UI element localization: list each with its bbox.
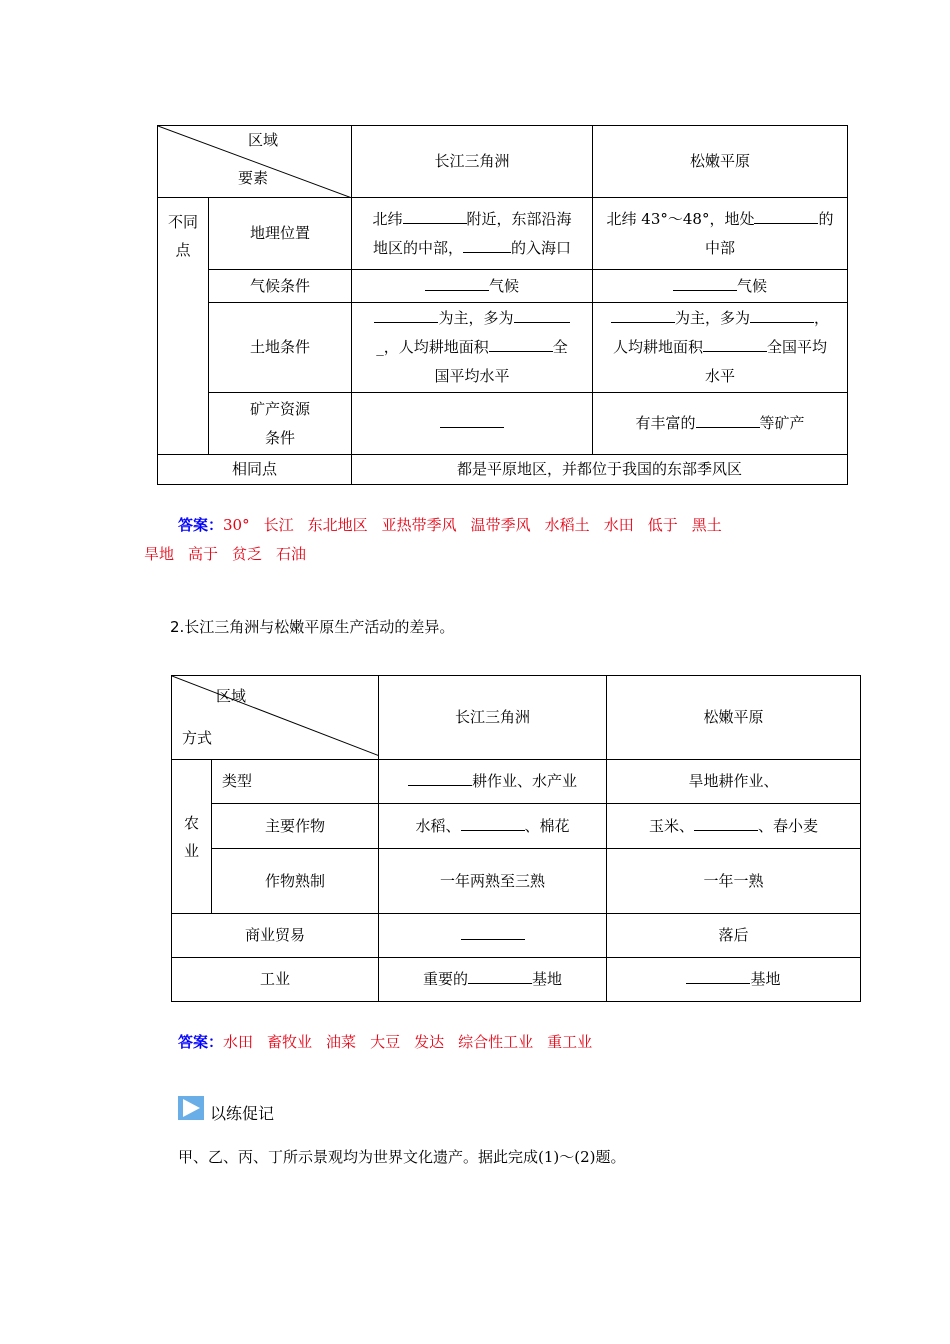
row-label-land: 土地条件: [209, 303, 352, 393]
cell-same-text: 都是平原地区，并都位于我国的东部季风区: [352, 455, 848, 485]
cell-yangtze-cropping: 一年两熟至三熟: [379, 849, 607, 914]
cell-songnen-mineral: 有丰富的 等矿产: [593, 393, 848, 455]
cell-songnen-location: 北纬 43°～48°，地处 的 中部: [593, 198, 848, 270]
header-region-label-2: 区域: [216, 687, 247, 705]
practice-title: 以练促记: [210, 1104, 275, 1123]
diagonal-header-cell-2: [172, 676, 379, 760]
header-region-label: 区域: [248, 131, 279, 149]
answer-1-line-2: 旱地 高于 贫乏 石油: [144, 545, 307, 563]
row-label-crops: 主要作物: [212, 804, 379, 849]
row-label-climate: 气候条件: [209, 270, 352, 303]
col-header-yangtze-2: 长江三角洲: [379, 676, 607, 760]
question-text: 甲、乙、丙、丁所示景观均为世界文化遗产。据此完成(1)～(2)题。: [178, 1148, 626, 1166]
cell-yangtze-location: 北纬 附近，东部沿海 地区的中部， 的入海口: [352, 198, 593, 270]
row-label-type: 类型: [212, 760, 379, 804]
cell-yangtze-industry: 重要的 基地: [379, 958, 607, 1002]
cell-yangtze-type: 耕作业、水产业: [379, 760, 607, 804]
cell-songnen-cropping: 一年一熟: [607, 849, 861, 914]
group-label-different: 不同点: [158, 198, 209, 455]
row-label-commerce: 商业贸易: [172, 914, 379, 958]
diagonal-header-cell: [158, 126, 352, 198]
cell-yangtze-climate: 气候: [352, 270, 593, 303]
header-method-label: 方式: [182, 729, 213, 747]
answer-2-line: 答案：水田 畜牧业 油菜 大豆 发达 综合性工业 重工业: [178, 1033, 593, 1051]
play-triangle-icon: [178, 1096, 204, 1120]
row-label-industry: 工业: [172, 958, 379, 1002]
group-label-agriculture: 农业: [172, 760, 212, 914]
row-label-location: 地理位置: [209, 198, 352, 270]
col-header-songnen: 松嫩平原: [593, 126, 848, 198]
cell-songnen-land: 为主，多为 ， 人均耕地面积 全国平均 水平: [593, 303, 848, 393]
cell-yangtze-commerce: [379, 914, 607, 958]
section-2-title: 2.长江三角洲与松嫩平原生产活动的差异。: [170, 618, 455, 636]
answer-1-line-1: 答案：30° 长江 东北地区 亚热带季风 温带季风 水稻土 水田 低于 黑土: [178, 516, 722, 534]
cell-songnen-type: 旱地耕作业、: [607, 760, 861, 804]
cell-songnen-industry: 基地: [607, 958, 861, 1002]
answer-label-2: 答案：: [178, 1033, 224, 1051]
row-label-cropping: 作物熟制: [212, 849, 379, 914]
cell-songnen-commerce: 落后: [607, 914, 861, 958]
col-header-yangtze: 长江三角洲: [352, 126, 593, 198]
row-label-mineral: 矿产资源 条件: [209, 393, 352, 455]
row-label-same: 相同点: [158, 455, 352, 485]
cell-songnen-crops: 玉米、 、春小麦: [607, 804, 861, 849]
cell-yangtze-crops: 水稻、 、棉花: [379, 804, 607, 849]
answer-label: 答案：: [178, 516, 224, 534]
header-element-label: 要素: [238, 169, 269, 187]
cell-songnen-climate: 气候: [593, 270, 848, 303]
table-production-activities: [171, 675, 861, 1002]
cell-yangtze-land: 为主，多为 _，人均耕地面积 全 国平均水平: [352, 303, 593, 393]
table-natural-conditions: [157, 125, 848, 485]
col-header-songnen-2: 松嫩平原: [607, 676, 861, 760]
cell-yangtze-mineral: [352, 393, 593, 455]
